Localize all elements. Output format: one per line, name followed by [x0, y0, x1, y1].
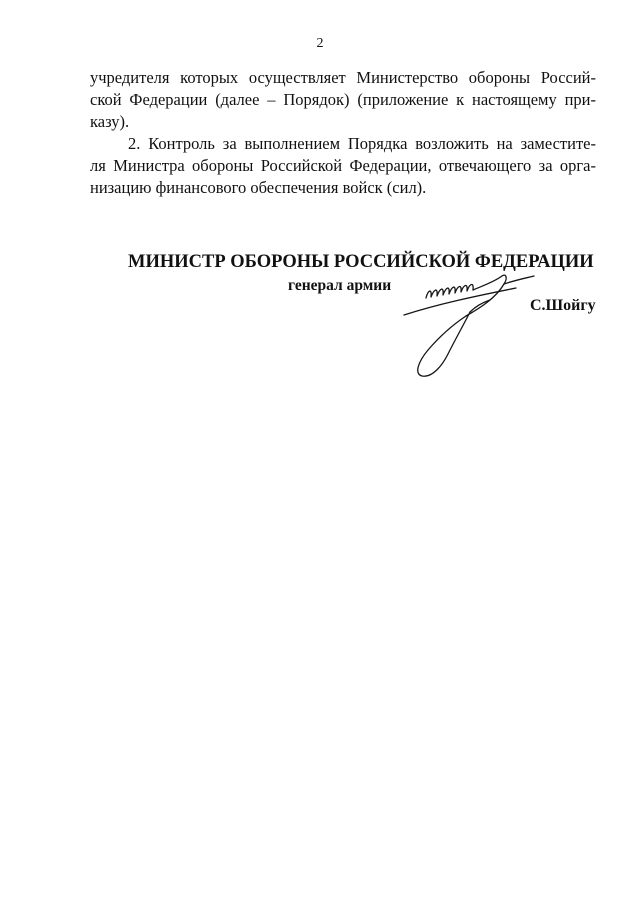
- body-line: ской Федерации (далее – Порядок) (приложение к настоящему при-: [90, 90, 596, 109]
- signatory-title: МИНИСТР ОБОРОНЫ РОССИЙСКОЙ ФЕДЕРАЦИИ: [128, 252, 594, 272]
- signatory-name: С.Шойгу: [530, 297, 596, 314]
- body-line: учредителя которых осуществляет Министерство обороны Россий-: [90, 68, 596, 87]
- body-line: ля Министра обороны Российской Федерации, отвечающего за орга-: [90, 156, 596, 175]
- handwritten-signature-icon: [398, 270, 538, 380]
- body-line: 2. Контроль за выполнением Порядка возложить на заместите-: [128, 134, 596, 153]
- signatory-rank: генерал армии: [288, 277, 392, 294]
- page-number: 2: [316, 36, 324, 51]
- body-line: казу).: [90, 112, 130, 131]
- body-line: низацию финансового обеспечения войск (сил).: [90, 178, 427, 197]
